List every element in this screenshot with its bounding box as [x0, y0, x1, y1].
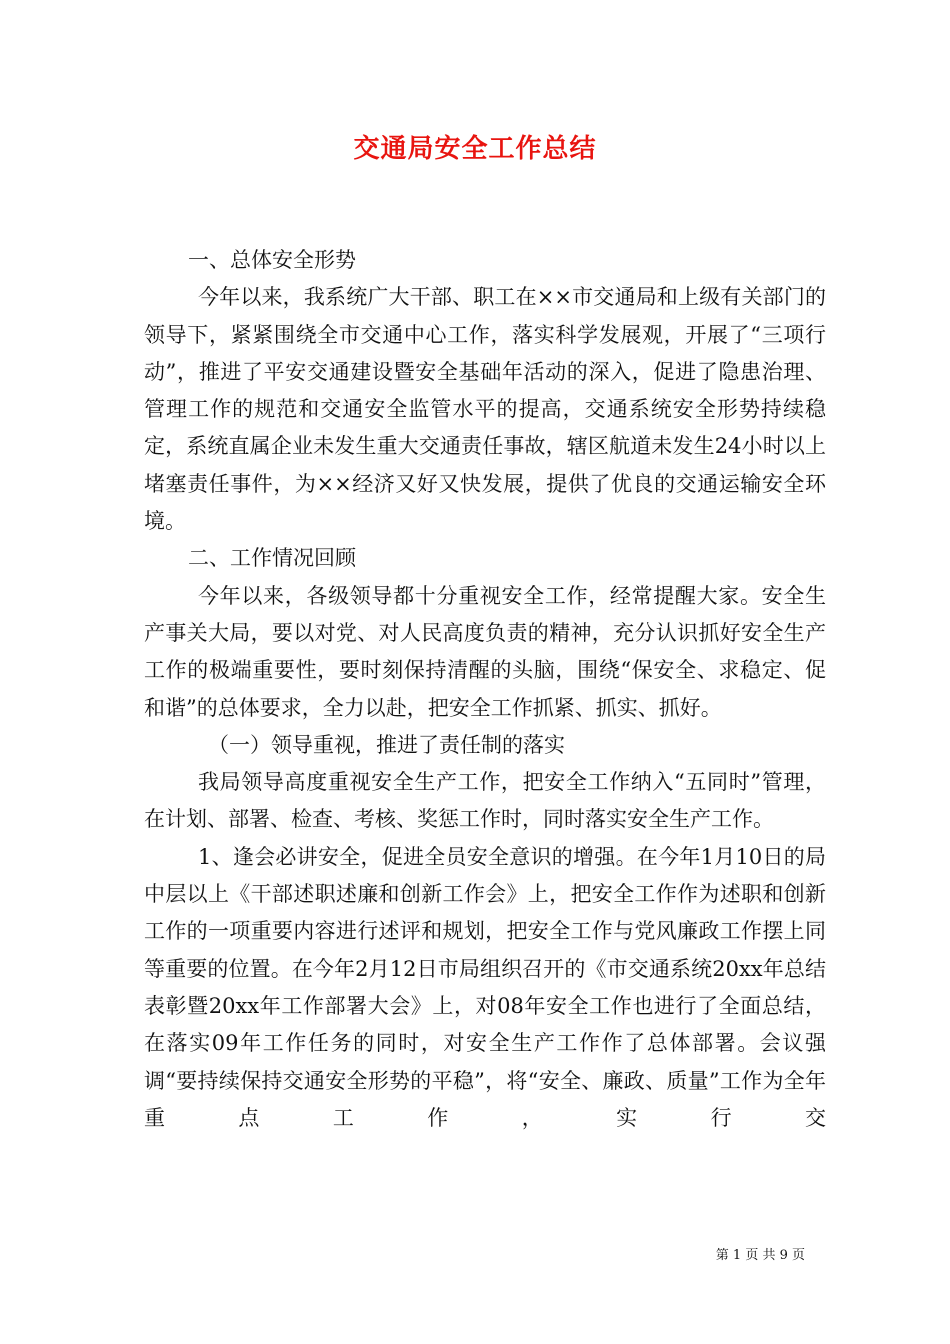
subsection-heading-leadership: （一）领导重视，推进了责任制的落实 [208, 732, 565, 757]
page-number-footer: 第 1 页 共 9 页 [715, 1248, 805, 1263]
document-body [144, 242, 826, 1137]
section-heading-overall-safety: 一、总体安全形势 [188, 248, 356, 272]
paragraph-leadership: 我局领导高度重视安全生产工作，把安全工作纳入“五同时”管理，在计划、部署、检查、考核、奖惩工作时，同时落实安全生产工作。 [144, 770, 826, 832]
paragraph-overall-safety: 今年以来，我系统广大干部、职工在××市交通局和上级有关部门的领导下，紧紧围绕全市交通中心工作，落实科学发展观，开展了“三项行动”，推进了平安交通建设暨安全基础年活动的深入，促进了隐患治理、管理工作的规范和交通安全监管水平的提高，交通系统安全形势持续稳定，系统直属企业未发生重大交通责任事故，辖区航道未发生24小时以上堵塞责任事件，为××经济又好又快发展，提供了优良的交通运输安全环境。 [144, 285, 826, 534]
section-heading-work-review: 二、工作情况回顾 [188, 546, 356, 571]
paragraph-work-review: 今年以来，各级领导都十分重视安全工作，经常提醒大家。安全生产事关大局，要以对党、对人民高度负责的精神，充分认识抓好安全生产工作的极端重要性，要时刻保持清醒的头脑，围绕“保安全、求稳定、促和谐”的总体要求，全力以赴，把安全工作抓紧、抓实、抓好。 [144, 583, 826, 720]
paragraph-meetings: 1、逢会必讲安全，促进全员安全意识的增强。在今年1月10日的局中层以上《干部述职述廉和创新工作会》上，把安全工作作为述职和创新工作的一项重要内容进行述评和规划，把安全工作与党风廉政工作摆上同等重要的位置。在今年2月12日市局组织召开的《市交通系统20xx年总结表彰暨20xx年工作部署大会》上，对08年安全工作也进行了全面总结，在落实09年工作任务的同时，对安全生产工作作了总体部署。会议强调“要持续保持交通安全形势的平稳”，将“安全、廉政、质量”工作为全年重点工作，实行交 [144, 844, 826, 1130]
document-title: 交通局安全工作总结 [353, 134, 597, 164]
